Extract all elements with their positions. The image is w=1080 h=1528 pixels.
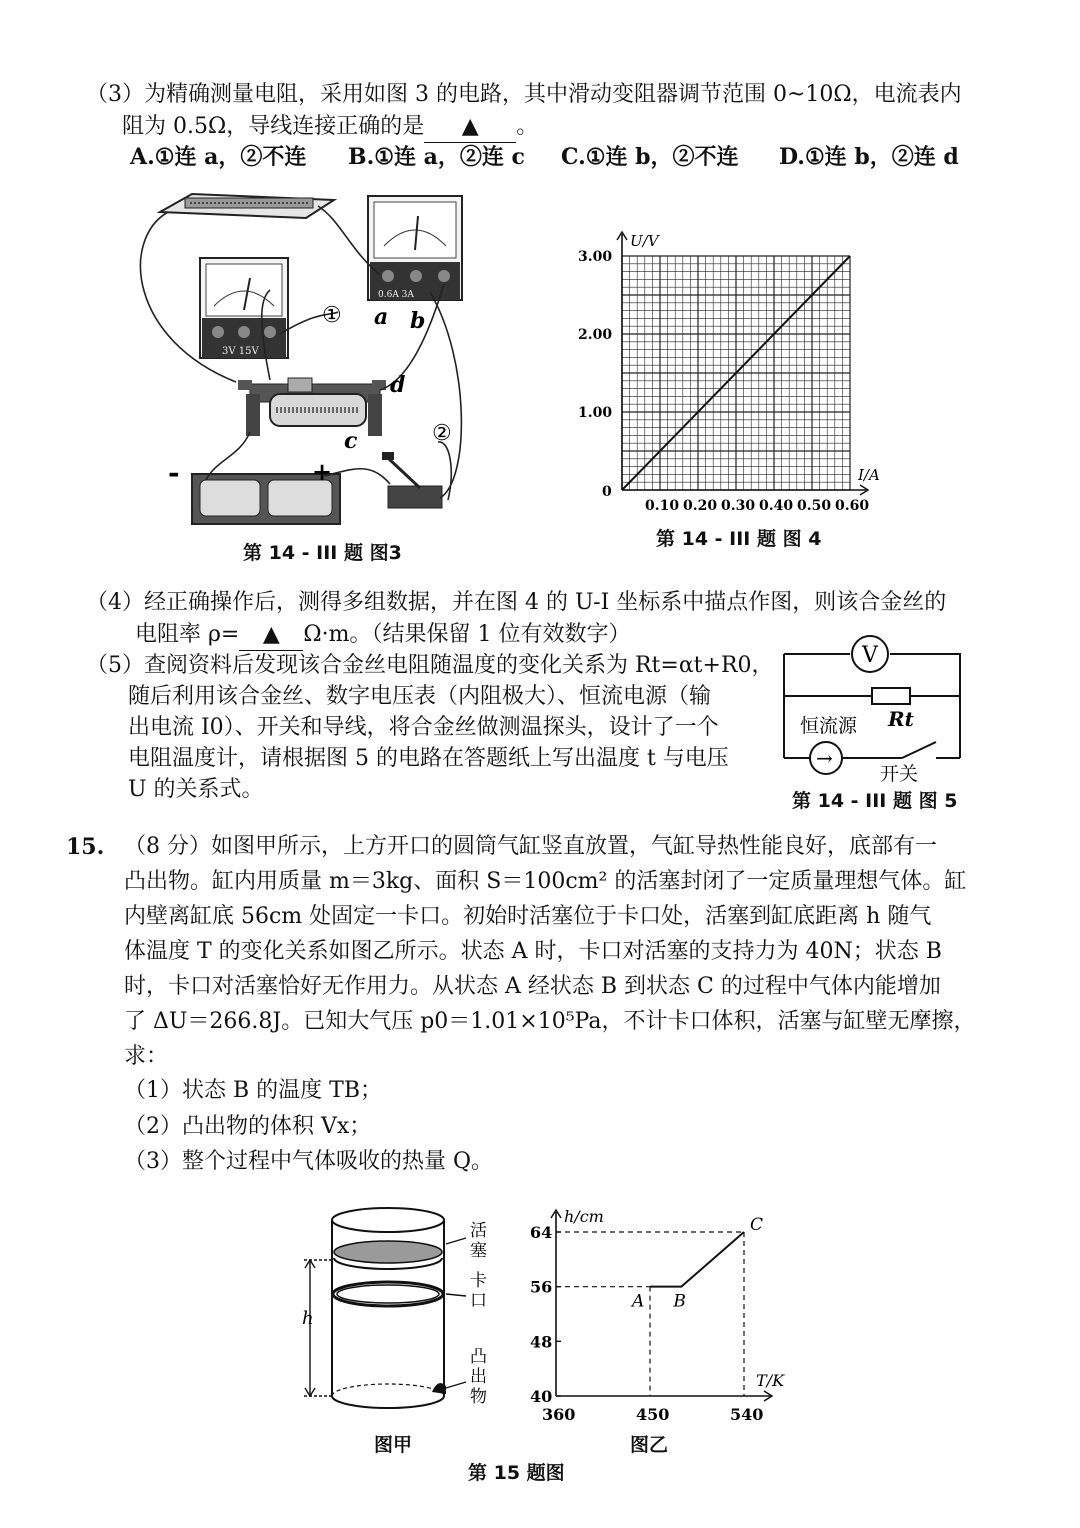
q14-part3-line2-end: 。 — [516, 114, 539, 139]
option-c: C.①连 b，②不连 — [561, 144, 739, 170]
sliding-rheostat — [238, 378, 386, 436]
stop-label-2: 口 — [470, 1291, 487, 1311]
voltmeter — [200, 258, 288, 358]
q15-sub1: （1）状态 B 的温度 TB； — [124, 1078, 382, 1103]
q15-line7: 求： — [124, 1044, 169, 1069]
bump — [432, 1383, 446, 1394]
y-tick-label: 40 — [530, 1387, 553, 1406]
bump-label-1: 凸 — [470, 1347, 487, 1367]
y-tick-label: 3.00 — [578, 249, 613, 265]
x-tick-label: 0.50 — [797, 498, 832, 514]
terminal-d-label: d — [390, 372, 406, 398]
wire-2-label: ② — [432, 421, 452, 446]
x-axis-label: I/A — [858, 466, 880, 484]
switch-label: 开关 — [880, 763, 919, 785]
current-source-label: 恒流源 — [800, 715, 858, 737]
x-tick-label: 540 — [730, 1405, 764, 1424]
q14-part4-line2-end: Ω·m。（结果保留 1 位有效数字） — [303, 622, 631, 647]
wire-1-label: ① — [322, 303, 342, 328]
answer-blank: ▲ — [239, 620, 303, 651]
terminal-b-label: b — [410, 308, 426, 334]
figure-4-caption: 第 14 - III 题 图 4 — [656, 528, 822, 550]
y-axis-label: U/V — [630, 232, 659, 250]
origin-label: 0 — [602, 484, 612, 500]
battery-minus-label: - — [168, 456, 180, 489]
q14-part5-line1: （5）查阅资料后发现该合金丝电阻随温度的变化关系为 Rt=αt+R0， — [86, 653, 774, 678]
x-tick-label: 0.10 — [645, 498, 680, 514]
bump-label-3: 物 — [470, 1387, 487, 1407]
q15-line3: 内壁离缸底 56cm 处固定一卡口。初始时活塞位于卡口处，活塞到缸底距离 h 随气 — [124, 904, 932, 929]
q15-line6: 了 ΔU＝266.8J。已知大气压 p0＝1.01×10⁵Pa，不计卡口体积，活塞与缸壁无摩擦， — [124, 1009, 976, 1034]
q14-part5-line3: 出电流 I0）、开关和导线，将合金丝做测温探头，设计了一个 — [128, 715, 719, 740]
x-tick-label: 450 — [636, 1405, 670, 1424]
bump-label-2: 出 — [470, 1367, 487, 1387]
point-a-label: A — [632, 1291, 645, 1312]
figure-3-circuit — [0, 0, 1080, 600]
q15-line5: 时，卡口对活塞恰好无作用力。从状态 A 经状态 B 到状态 C 的过程中气体内能增加 — [124, 974, 941, 999]
x-tick-label: 0.60 — [835, 498, 870, 514]
terminal-c-label: c — [344, 428, 358, 454]
figure-5-caption: 第 14 - III 题 图 5 — [792, 790, 958, 812]
figure-jia-caption: 图甲 — [374, 1434, 413, 1456]
voltmeter-range-label: 3V 15V — [222, 346, 259, 357]
q15-sub3: （3）整个过程中气体吸收的热量 Q。 — [124, 1149, 494, 1174]
option-a: A.①连 a，②不连 — [130, 144, 307, 170]
answer-blank: ▲ — [424, 112, 516, 143]
h-t-line-series — [650, 1232, 744, 1287]
ammeter-range-label: 0.6A 3A — [378, 290, 414, 300]
x-tick-label: 0.30 — [721, 498, 756, 514]
ammeter — [368, 196, 462, 300]
voltmeter-symbol-label: V — [862, 643, 878, 668]
point-c-label: C — [750, 1215, 764, 1235]
piston-label-2: 塞 — [470, 1241, 487, 1261]
point-b-label: B — [673, 1291, 686, 1312]
switch — [382, 452, 442, 508]
q15-line4: 体温度 T 的变化关系如图乙所示。状态 A 时，卡口对活塞的支持力为 40N；状态 B — [124, 939, 942, 964]
q14-part4-line1: （4）经正确操作后，测得多组数据，并在图 4 的 U-I 坐标系中描点作图，则该合金丝的 — [86, 590, 947, 615]
terminal-a-label: a — [374, 304, 389, 330]
figure-5-circuit — [780, 643, 980, 786]
figure-jia-cylinder — [296, 1200, 496, 1430]
stop-label-1: 卡 — [470, 1271, 487, 1291]
q14-part4-line2 — [135, 620, 630, 651]
y-tick-label: 1.00 — [578, 405, 613, 421]
q15-sub2: （2）凸出物的体积 Vx； — [124, 1114, 372, 1139]
alloy-wire-board — [160, 194, 334, 218]
y-axis-label: h/cm — [564, 1207, 604, 1226]
q14-part5-line4: 电阻温度计，请根据图 5 的电路在答题纸上写出温度 t 与电压 — [128, 746, 729, 771]
y-tick-label: 2.00 — [578, 327, 613, 343]
figure-3-caption: 第 14 - III 题 图3 — [243, 542, 402, 564]
q14-part5-line2: 随后利用该合金丝、数字电压表（内阻极大）、恒流电源（输 — [128, 684, 712, 709]
q15-number: 15. — [66, 834, 105, 860]
x-tick-label: 360 — [542, 1405, 576, 1424]
x-tick-label: 0.40 — [759, 498, 794, 514]
y-tick-label: 56 — [530, 1277, 553, 1297]
x-tick-label: 0.20 — [683, 498, 718, 514]
q14-part3-line2-text: 阻为 0.5Ω，导线连接正确的是 — [122, 114, 425, 139]
piston-label-1: 活 — [470, 1221, 487, 1241]
q14-part3-line1: （3）为精确测量电阻，采用如图 3 的电路，其中滑动变阻器调节范围 0~10Ω，电流表内 — [86, 82, 962, 107]
q14-part4-line2-text: 电阻率 ρ= — [135, 622, 240, 647]
option-b: B.①连 a，②连 c — [348, 144, 525, 170]
figure-yi-caption: 图乙 — [630, 1434, 669, 1456]
option-d: D.①连 b，②连 d — [779, 144, 959, 170]
figure-4-ui-graph — [570, 222, 890, 532]
x-axis-label: T/K — [756, 1371, 785, 1390]
h-label: h — [302, 1308, 314, 1329]
figure-yi-h-t-graph — [520, 1190, 785, 1430]
current-source-arrow: → — [816, 746, 833, 770]
q14-part5-line5: U 的关系式。 — [128, 777, 264, 802]
piston — [334, 1241, 442, 1263]
q15-line1: （8 分）如图甲所示，上方开口的圆筒气缸竖直放置，气缸导热性能良好，底部有一 — [124, 834, 937, 859]
q15-line2: 凸出物。缸内用质量 m＝3kg、面积 S＝100cm² 的活塞封闭了一定质量理想气体。缸 — [124, 869, 967, 894]
rt-label: Rt — [888, 707, 914, 731]
battery-plus-label: + — [312, 457, 333, 486]
y-tick-label: 48 — [530, 1332, 553, 1352]
figure-15-caption: 第 15 题图 — [468, 1462, 565, 1484]
y-tick-label: 64 — [530, 1223, 553, 1242]
